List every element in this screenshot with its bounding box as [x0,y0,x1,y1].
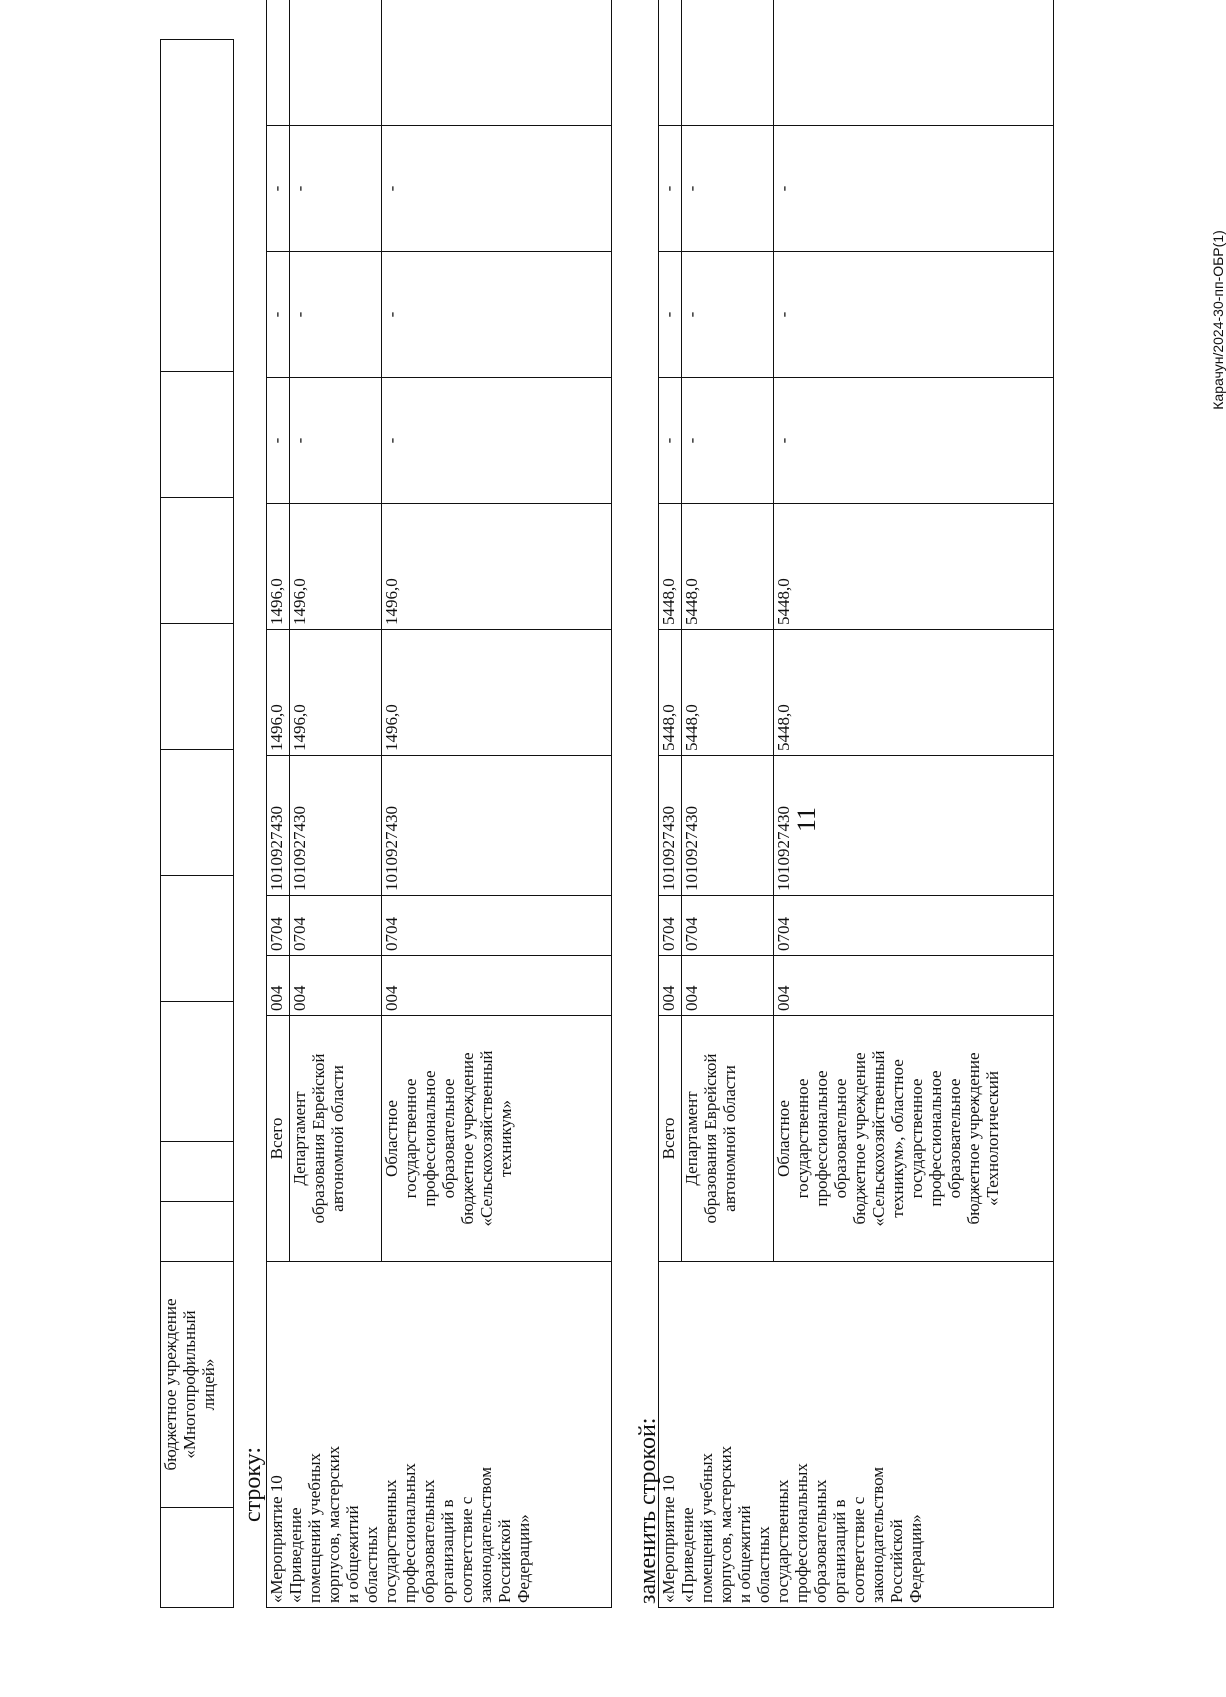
value-cell: 5448,0 [659,630,682,756]
name-cell: Всего [659,1016,682,1262]
value-cell: 1496,0 [382,630,612,756]
name-cell: Областное государственное профессиональное образовательное бюджетное учреждение «Сельскохозяйственный техникум», областное государственное профессиональное образовательное бюджетное учреждение «Технологический [774,1016,1054,1262]
csr-cell: 1010927430 [774,756,1054,896]
table-old-row [266,0,612,1608]
rz-cell: 0704 [382,896,612,956]
grbs-cell: 004 [290,956,382,1016]
fragment-empty-cell [161,1508,234,1608]
value-cell: - [382,126,612,252]
value-cell: - [682,378,774,504]
rz-cell: 0704 [267,896,290,956]
value-cell [382,0,612,126]
grbs-cell: 004 [267,956,290,1016]
name-cell: Всего [267,1016,290,1262]
value-cell: 5448,0 [682,504,774,630]
fragment-executor-cell [161,1262,234,1508]
document-page [160,40,1080,1608]
value-cell: - [659,378,682,504]
csr-cell: 1010927430 [267,756,290,896]
value-cell: - [659,252,682,378]
value-cell: 5448,0 [774,504,1054,630]
csr-cell: 1010927430 [659,756,682,896]
caption-line: заменить строкой: [635,1417,661,1604]
value-cell: - [267,252,290,378]
value-cell: 1496,0 [290,504,382,630]
value-cell: 1496,0 [290,630,382,756]
event-cell: «Мероприятие 10 «Приведение помещений учебных корпусов, мастерских и общежитий областных государственных профессиональных образовательных организаций в соответствие с законодательством Российской Федерации» [659,1262,1054,1608]
grbs-cell: 004 [774,956,1054,1016]
value-cell: - [290,378,382,504]
csr-cell: 1010927430 [682,756,774,896]
event-cell: «Мероприятие 10 «Приведение помещений учебных корпусов, мастерских и общежитий областных государственных профессиональных образовательных организаций в соответствие с законодательством Российской Федерации» [267,1262,612,1608]
grbs-cell: 004 [659,956,682,1016]
page-number: 11 [792,806,821,832]
grbs-cell: 004 [382,956,612,1016]
rz-cell: 0704 [659,896,682,956]
value-cell: 5448,0 [682,630,774,756]
value-cell: - [290,252,382,378]
value-cell: 1496,0 [267,504,290,630]
value-cell [290,0,382,126]
previous-row-fragment [160,39,234,1608]
value-cell: - [682,252,774,378]
value-cell [774,0,1054,126]
table-row [267,0,290,1608]
value-cell: 1496,0 [382,504,612,630]
value-cell: - [774,126,1054,252]
value-cell: 1496,0 [267,630,290,756]
table-row [659,0,682,1608]
value-cell: - [290,126,382,252]
name-cell: Департамент образования Еврейской автономной области [682,1016,774,1262]
name-cell: Областное государственное профессиональное образовательное бюджетное учреждение «Сельскохозяйственный техникум» [382,1016,612,1262]
value-cell: - [382,252,612,378]
document-code: Карачун/2024-30-пп-ОБР(1) [1209,230,1226,410]
value-cell: - [267,378,290,504]
value-cell [659,0,682,126]
fragment-executor: бюджетное учреждение «Многопрофильный лицей» [161,1298,219,1471]
value-cell: - [382,378,612,504]
csr-cell: 1010927430 [382,756,612,896]
rz-cell: 0704 [682,896,774,956]
value-cell [267,0,290,126]
value-cell: - [682,126,774,252]
table-new-row [658,0,1054,1608]
value-cell: 5448,0 [774,630,1054,756]
rz-cell: 0704 [774,896,1054,956]
caption-line: строку: [240,1446,266,1522]
csr-cell: 1010927430 [290,756,382,896]
grbs-cell: 004 [682,956,774,1016]
name-cell: Департамент образования Еврейской автономной области [290,1016,382,1262]
value-cell: 5448,0 [659,504,682,630]
value-cell: - [774,252,1054,378]
value-cell: - [659,126,682,252]
value-cell [682,0,774,126]
value-cell: - [774,378,1054,504]
value-cell: - [267,126,290,252]
rz-cell: 0704 [290,896,382,956]
